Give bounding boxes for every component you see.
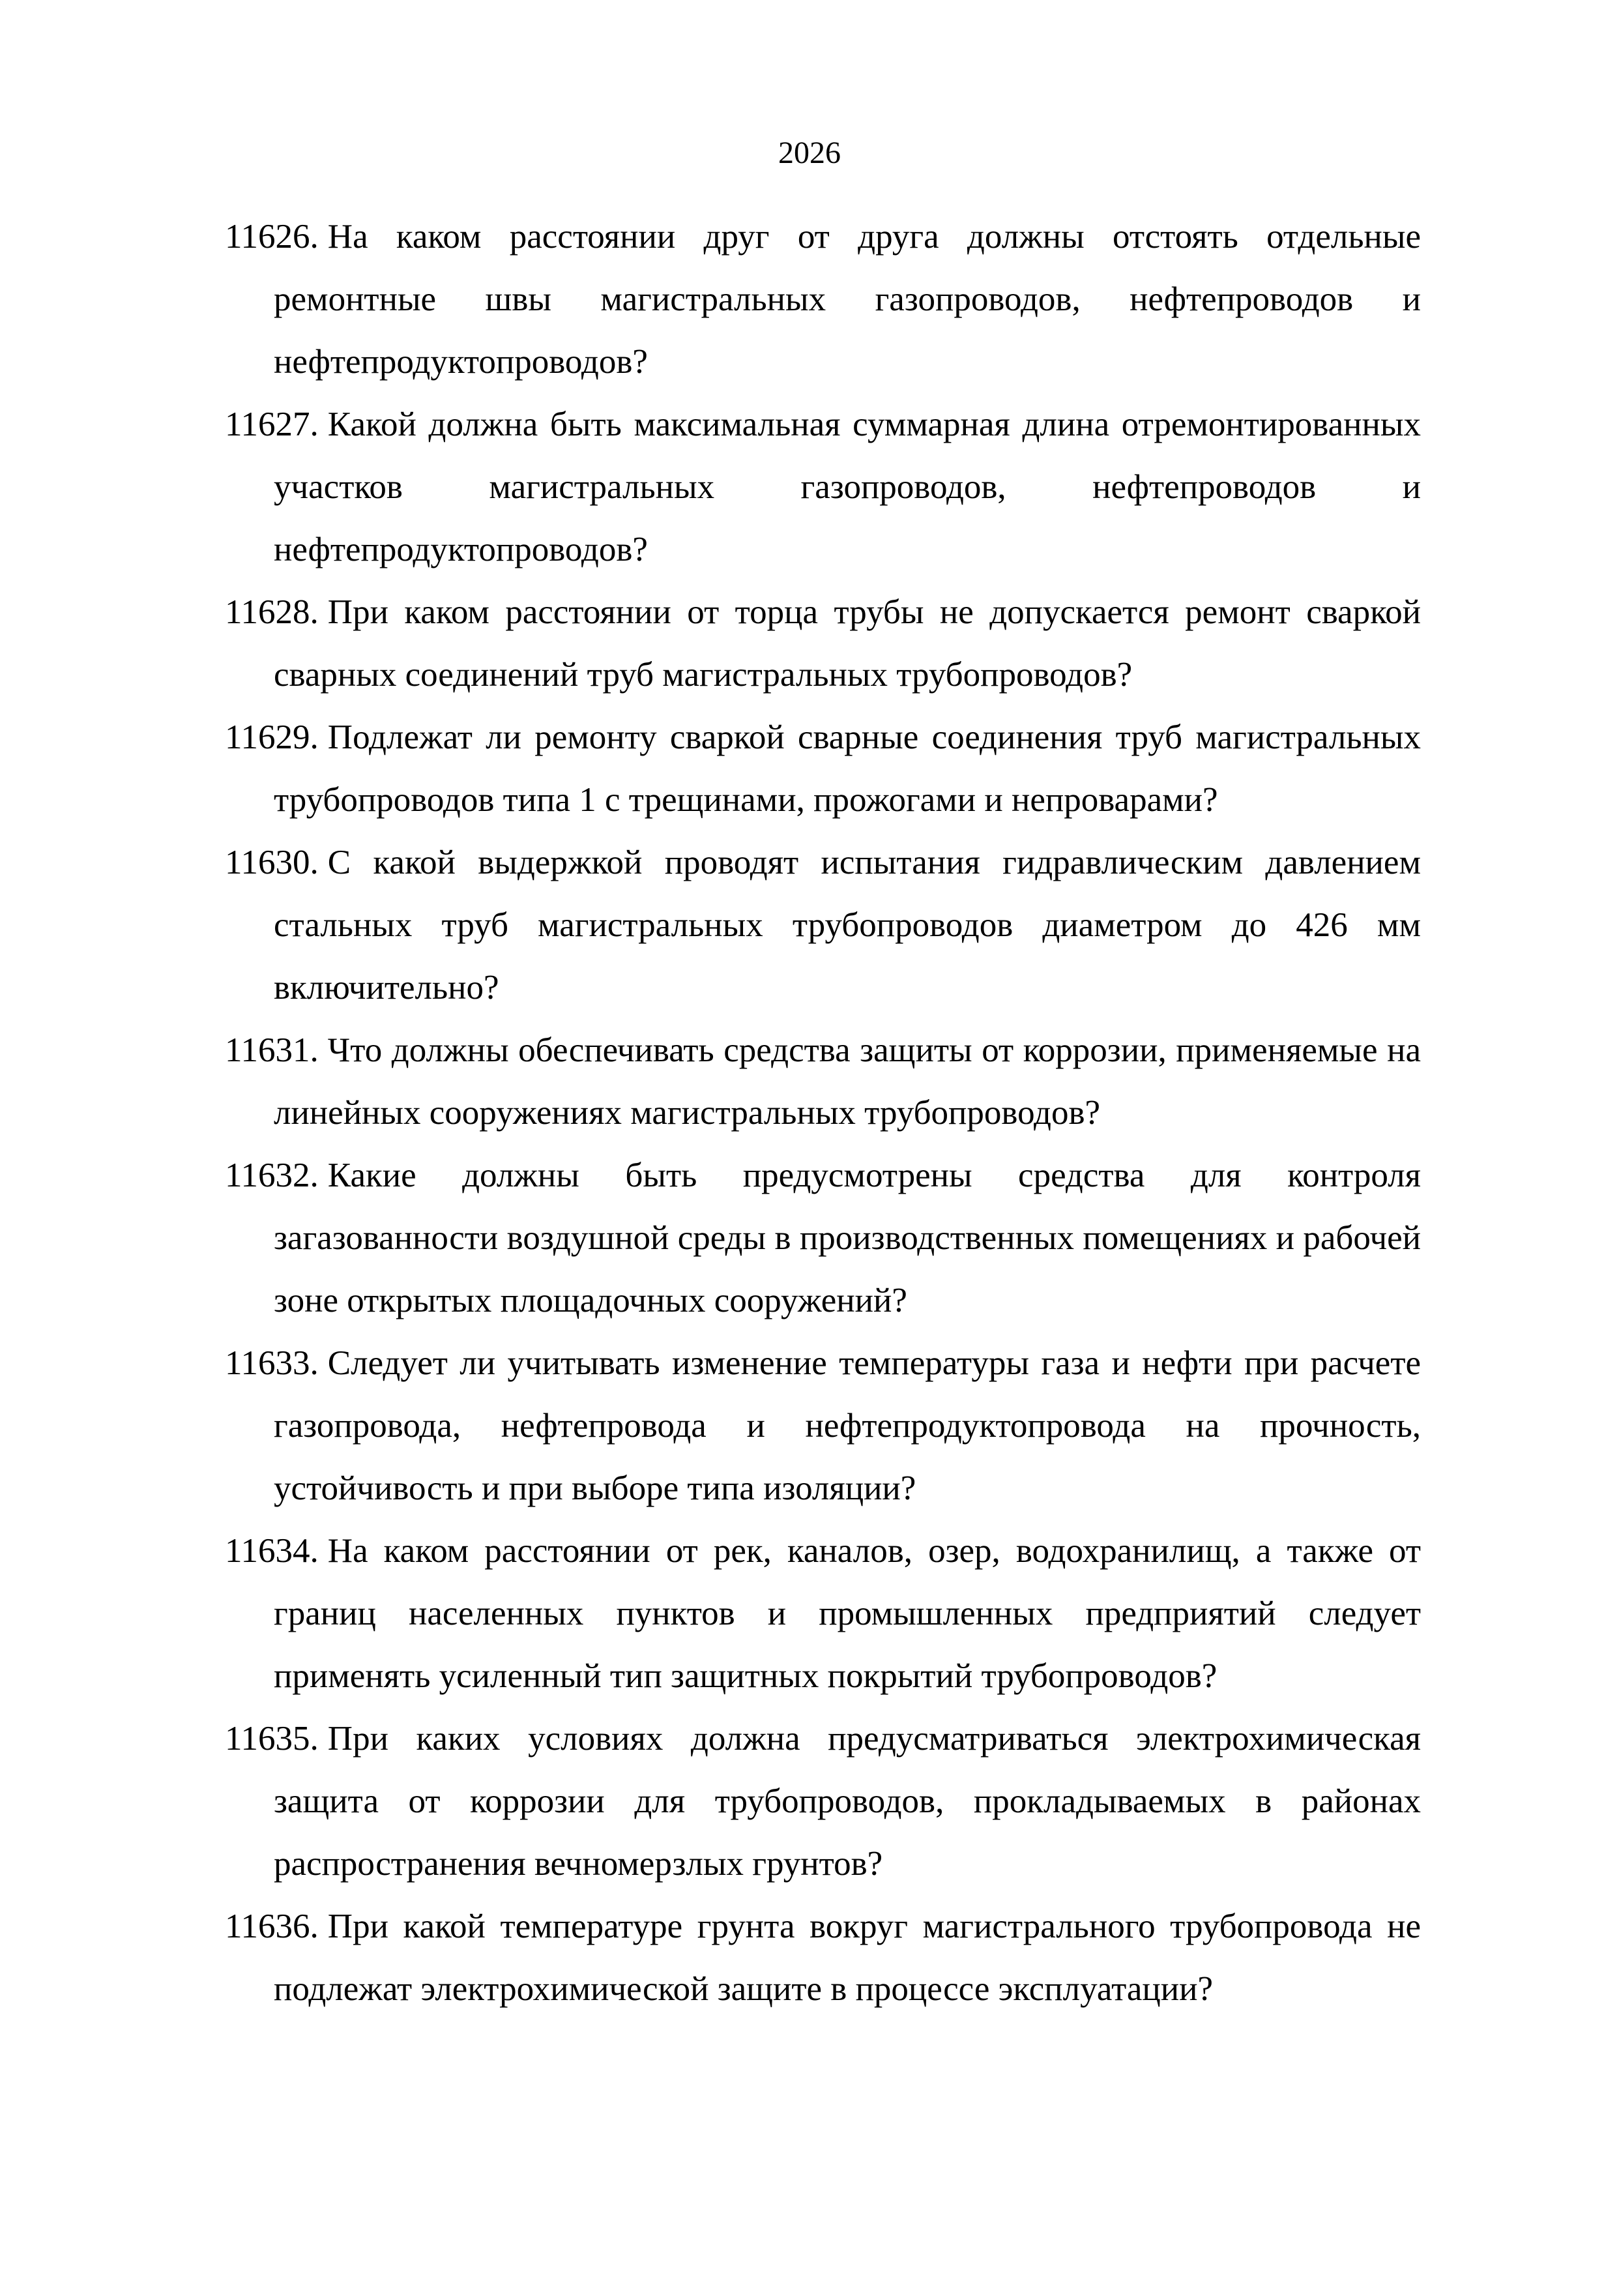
question-number: 11629. bbox=[225, 718, 319, 756]
question-text: С какой выдержкой проводят испытания гидравлическим давлением стальных труб магистральных трубопроводов диаметром до 426 мм включительно? bbox=[274, 844, 1421, 1007]
question-text: При каком расстоянии от торца трубы не допускается ремонт сваркой сварных соединений труб магистральных трубопроводов? bbox=[274, 593, 1421, 694]
question-item bbox=[225, 831, 1421, 1019]
question-text: Какой должна быть максимальная суммарная длина отремонтированных участков магистральных газопроводов, нефтепроводов и нефтепродуктопроводов? bbox=[274, 405, 1421, 568]
question-item bbox=[225, 1144, 1421, 1332]
question-item bbox=[225, 393, 1421, 581]
question-text: Подлежат ли ремонту сваркой сварные соединения труб магистральных трубопроводов типа 1 с трещинами, прожогами и непроварами? bbox=[274, 718, 1421, 819]
question-item bbox=[225, 581, 1421, 706]
question-number: 11636. bbox=[225, 1907, 319, 1945]
question-item bbox=[225, 1019, 1421, 1144]
page-number: 2026 bbox=[778, 136, 841, 170]
question-list bbox=[225, 205, 1421, 2020]
question-text: На каком расстоянии друг от друга должны отстоять отдельные ремонтные швы магистральных газопроводов, нефтепроводов и нефтепродуктопроводов? bbox=[274, 218, 1421, 381]
question-item bbox=[225, 1520, 1421, 1707]
question-text: На каком расстоянии от рек, каналов, озер, водохранилищ, а также от границ населенных пунктов и промышленных предприятий следует применять усиленный тип защитных покрытий трубопроводов? bbox=[274, 1532, 1421, 1695]
question-number: 11631. bbox=[225, 1031, 319, 1069]
question-number: 11632. bbox=[225, 1156, 319, 1194]
question-number: 11630. bbox=[225, 844, 319, 881]
question-item bbox=[225, 706, 1421, 831]
question-number: 11633. bbox=[225, 1344, 319, 1382]
question-text: При какой температуре грунта вокруг магистрального трубопровода не подлежат электрохимической защите в процессе эксплуатации? bbox=[274, 1907, 1421, 2008]
question-text: Следует ли учитывать изменение температуры газа и нефти при расчете газопровода, нефтепровода и нефтепродуктопровода на прочность, устойчивость и при выборе типа изоляции? bbox=[274, 1344, 1421, 1507]
question-number: 11634. bbox=[225, 1532, 319, 1570]
question-text: Какие должны быть предусмотрены средства для контроля загазованности воздушной среды в производственных помещениях и рабочей зоне открытых площадочных сооружений? bbox=[274, 1156, 1421, 1319]
question-text: При каких условиях должна предусматриваться электрохимическая защита от коррозии для трубопроводов, прокладываемых в районах распространения вечномерзлых грунтов? bbox=[274, 1720, 1421, 1883]
question-item bbox=[225, 1707, 1421, 1895]
question-number: 11627. bbox=[225, 405, 319, 443]
question-number: 11628. bbox=[225, 593, 319, 631]
question-item bbox=[225, 205, 1421, 393]
question-item bbox=[225, 1895, 1421, 2020]
question-number: 11626. bbox=[225, 218, 319, 256]
question-item bbox=[225, 1332, 1421, 1520]
question-text: Что должны обеспечивать средства защиты от коррозии, применяемые на линейных сооружениях магистральных трубопроводов? bbox=[274, 1031, 1421, 1132]
question-number: 11635. bbox=[225, 1720, 319, 1758]
